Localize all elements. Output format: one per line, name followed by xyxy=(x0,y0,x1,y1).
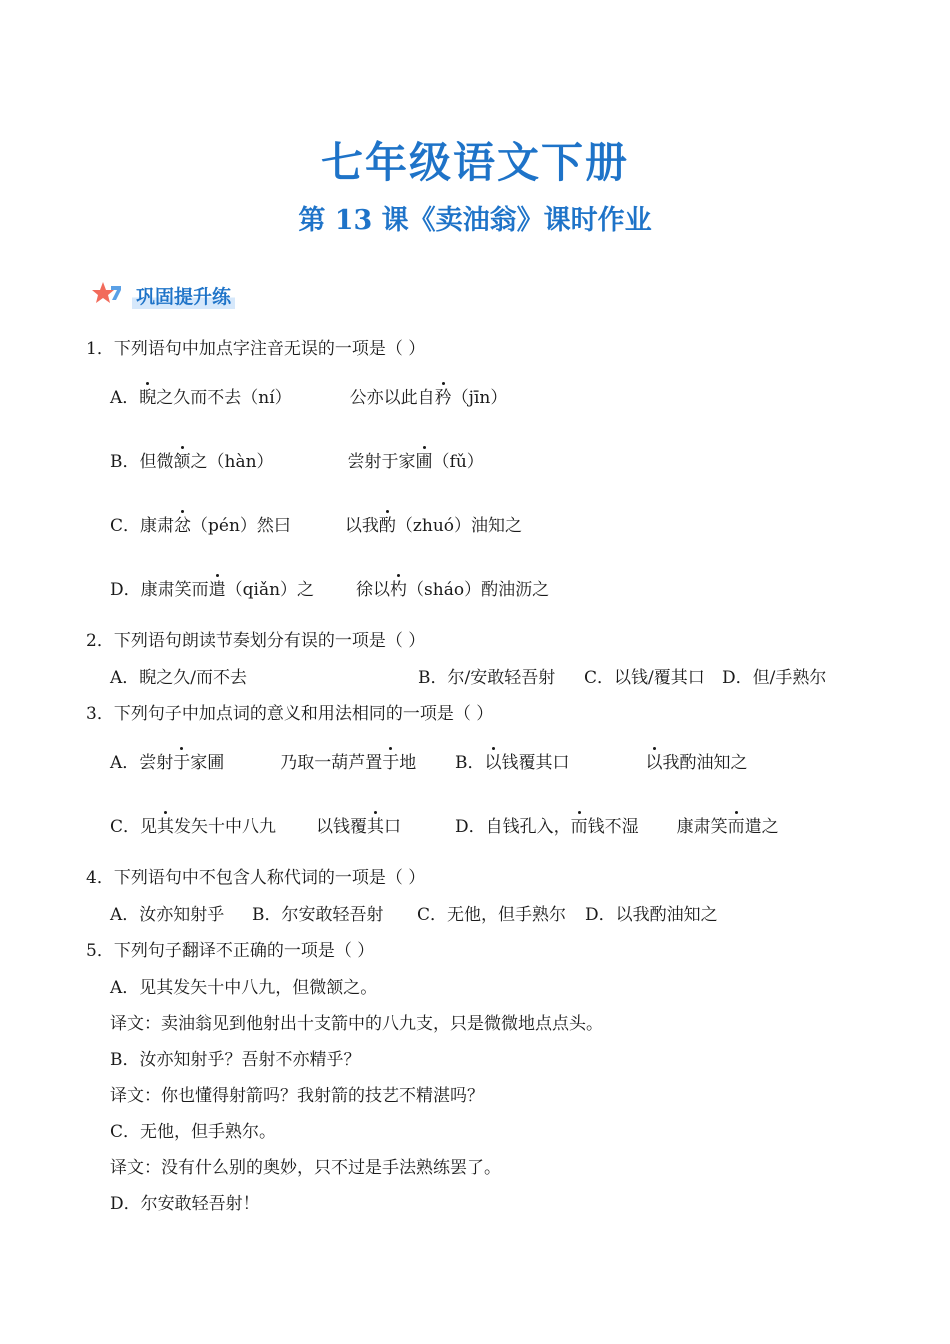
q1-option-b: B．但微颔之（hàn） 尝射于家圃（fǔ） xyxy=(110,452,484,472)
emphasis-char: 遣 xyxy=(208,580,226,600)
emphasis-char: 睨 xyxy=(139,388,157,408)
emphasis-char: 其 xyxy=(157,817,175,837)
q4-option-c: C．无他，但手熟尔 xyxy=(417,905,567,925)
question-5-stem: 5．下列句子翻译不正确的一项是（ ） xyxy=(86,941,375,961)
emphasis-char: 忿 xyxy=(174,516,192,536)
emphasis-char: 以 xyxy=(484,753,502,773)
q5-option-a: A．见其发矢十中八九，但微颔之。 xyxy=(110,978,378,998)
section-header xyxy=(92,280,235,310)
q2-option-a: A．睨之久/而不去 xyxy=(110,668,248,688)
emphasis-char: 圃 xyxy=(415,452,433,472)
q5-option-b: B．汝亦知射乎？吾射不亦精乎？ xyxy=(110,1050,361,1070)
question-2-stem: 2．下列语句朗读节奏划分有误的一项是（ ） xyxy=(86,631,426,651)
emphasis-char: 矜 xyxy=(434,388,452,408)
q2-option-c: C．以钱/覆其口 xyxy=(584,668,705,688)
emphasis-char: 而 xyxy=(727,817,745,837)
question-1-stem: 1．下列语句中加点字注音无误的一项是（ ） xyxy=(86,339,426,359)
emphasis-char: 而 xyxy=(570,817,588,837)
q5-option-c-translation: 译文：没有什么别的奥妙，只不过是手法熟练罢了。 xyxy=(110,1158,501,1178)
question-3-stem: 3．下列句子中加点词的意义和用法相同的一项是（ ） xyxy=(86,704,494,724)
q3-option-a: A．尝射于家圃 乃取一葫芦置于地 xyxy=(110,753,417,773)
q4-option-a: A．汝亦知射乎 xyxy=(110,905,225,925)
emphasis-char: 杓 xyxy=(390,580,408,600)
q1-option-a: A．睨之久而不去（ní） 公亦以此自矜（jīn） xyxy=(110,388,508,408)
section-label: 巩固提升练 xyxy=(132,282,235,309)
q5-option-d: D．尔安敢轻吾射！ xyxy=(110,1194,260,1214)
q1-option-d: D．康肃笑而遣（qiǎn）之 徐以杓（sháo）酌油沥之 xyxy=(110,580,550,600)
q3-option-b: B．以钱覆其口 以我酌油知之 xyxy=(455,753,748,773)
emphasis-char: 酌 xyxy=(378,516,396,536)
q5-option-c: C．无他，但手熟尔。 xyxy=(110,1122,277,1142)
q1-option-c: C．康肃忿（pén）然曰 以我酌（zhuó）油知之 xyxy=(110,516,523,536)
emphasis-char: 颔 xyxy=(173,452,191,472)
q3-option-c: C．见其发矢十中八九 以钱覆其口 xyxy=(110,817,402,837)
q3-option-d: D．自钱孔入，而钱不湿 康肃笑而遣之 xyxy=(455,817,779,837)
page-subtitle: 第 13 课《卖油翁》课时作业 xyxy=(298,205,652,236)
question-4-stem: 4．下列语句中不包含人称代词的一项是（ ） xyxy=(86,868,426,888)
emphasis-char: 于 xyxy=(382,753,400,773)
emphasis-char: 其 xyxy=(367,817,385,837)
emphasis-char: 以 xyxy=(645,753,663,773)
emphasis-char: 于 xyxy=(173,753,191,773)
page-title: 七年级语文下册 xyxy=(320,138,629,187)
q4-option-b: B．尔安敢轻吾射 xyxy=(252,905,384,925)
q5-option-b-translation: 译文：你也懂得射箭吗？我射箭的技艺不精湛吗？ xyxy=(110,1086,484,1106)
q5-option-a-translation: 译文：卖油翁见到他射出十支箭中的八九支，只是微微地点点头。 xyxy=(110,1014,603,1034)
star-badge-icon xyxy=(92,280,126,310)
q2-option-d: D．但/手熟尔 xyxy=(722,668,827,688)
q4-option-d: D．以我酌油知之 xyxy=(585,905,718,925)
q2-option-b: B．尔/安敢轻吾射 xyxy=(418,668,556,688)
